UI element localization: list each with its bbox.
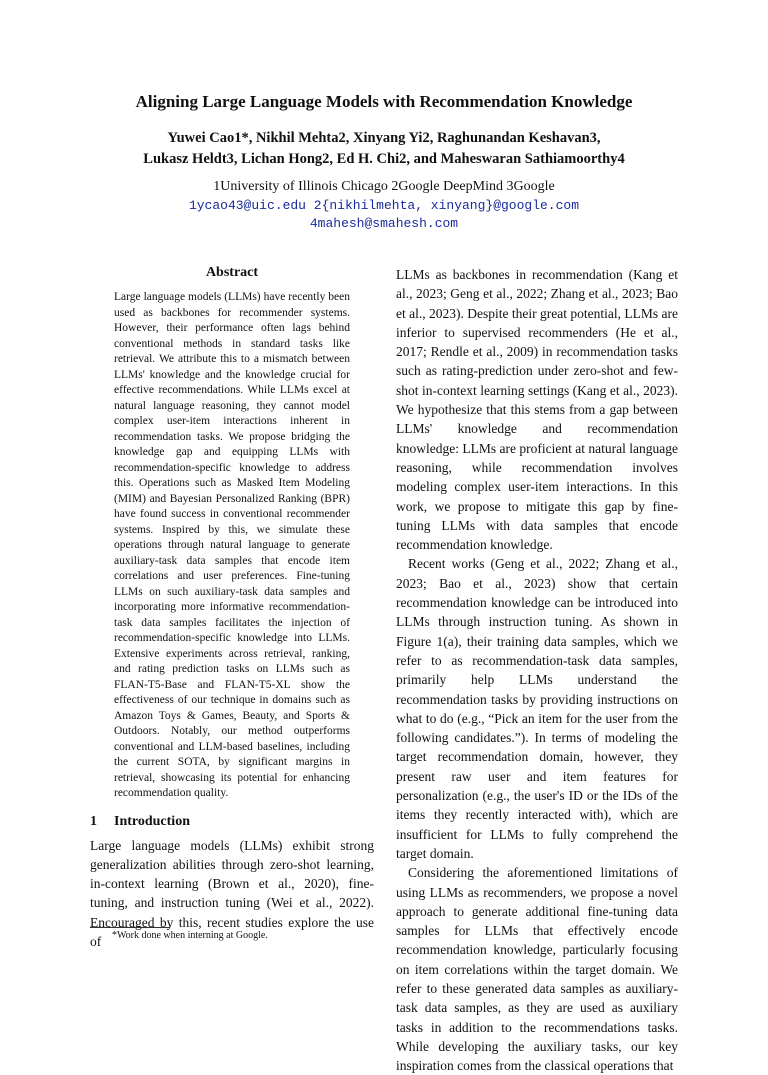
intro-paragraph-3: Recent works (Geng et al., 2022; Zhang et al., 2023; Bao et al., 2023) show that certain recommendation knowledge can be introduced into LLMs through instruction tuning. As shown in Figure 1(a), their training data samples, which we refer to as recommendation-task data samples, primarily help LLMs understand the recommendation tasks by providing instructions on what to do (e.g., “Pick an item for the user from the following candidates.”). In terms of modeling the target recommendation domain, however, they present raw user and item features for personalization (e.g., the user's ID or the IDs of the items they recently interacted with), which are insufficient for LLMs to fully comprehend the target domain. (396, 556, 678, 861)
intro-paragraph-1: Large language models (LLMs) exhibit strong generalization abilities through zero-shot learning, in-context learning (Brown et al., 2020), fine-tuning, and instruction tuning (Wei et al., 2022). Encouraged by this, recent studies explore the use of (90, 837, 374, 949)
abstract-text: Large language models (LLMs) have recently been used as backbones for recommender systems. However, their performance often lags behind conventional methods in standard tasks like retrieval. We attribute this to a mismatch between LLMs' knowledge and the knowledge crucial for effective recommendations. While LLMs excel at natural language reasoning, they cannot model complex user-item interactions inherent in recommendation tasks. We propose bridging the knowledge gap and equipping LLMs with recommendation-specific knowledge to address this. Operations such as Masked Item Modeling (MIM) and Bayesian Personalized Ranking (BPR) have found success in conventional recommender systems. Inspired by this, we simulate these operations through natural language to generate auxiliary-task data samples that encode item correlations and user preferences. Fine-tuning LLMs on such auxiliary-task data samples and incorporating more informative recommendation-task data samples facilitates the injection of recommendation-specific knowledge into LLMs. Extensive experiments across retrieval, ranking, and rating prediction tasks on LLMs such as FLAN-T5-Base and FLAN-T5-XL show the effectiveness of our technique in domains such as Amazon Toys & Games, Beauty, and Sports & Outdoors. Notably, our method outperforms conventional and LLM-based baselines, including the current SOTA, by significant margins in retrieval, showcasing its potential for enhancing recommendation quality. (114, 291, 350, 799)
authors-line-2: Lukasz Heldt3, Lichan Hong2, Ed H. Chi2, and Maheswaran Sathiamoorthy4 (143, 151, 625, 167)
section-title: Introduction (114, 813, 190, 829)
intro-paragraph-2: LLMs as backbones in recommendation (Kang et al., 2023; Geng et al., 2022; Zhang et al., 2023; Bao et al., 2023). Despite their great potential, LLMs are inferior to supervised recommenders (He et al., 2017; Rendle et al., 2009) in recommendation tasks such as rating-prediction under zero-shot and few-shot in-context learning settings (Kang et al., 2023). We hypothesize that this stems from a gap between LLMs' knowledge and recommendation knowledge: LLMs are proficient at natural language reasoning, while recommendation involves modeling complex user-item interactions. In this work, we propose to mitigate this gap by fine-tuning LLMs with data samples that encode recommendation knowledge. (396, 267, 678, 553)
footnote: *Work done when interning at Google. (112, 930, 268, 941)
emails-line-2[interactable]: 4mahesh@smahesh.com (309, 216, 459, 231)
authors-line-1: Yuwei Cao1*, Nikhil Mehta2, Xinyang Yi2, Raghunandan Keshavan3, (167, 130, 601, 146)
abstract-heading: Abstract (205, 265, 259, 280)
intro-paragraph-4: Considering the aforementioned limitations of using LLMs as recommenders, we propose a novel approach to generate additional fine-tuning data samples for LLMs that effectively encode recommendation knowledge, particularly focusing on item correlations within the target domain. We refer to these generated data samples as auxiliary-task data samples, as they are used as auxiliary tasks in addition to the recommendations tasks. While developing the auxiliary tasks, our key inspiration comes from the classical operations that (396, 865, 678, 1074)
section-number: 1 (90, 813, 97, 829)
emails-line-1[interactable]: 1ycao43@uic.edu 2{nikhilmehta, xinyang}@google.com (188, 197, 580, 213)
footnote-divider (90, 927, 170, 928)
author-list (0, 128, 768, 170)
affiliations: 1University of Illinois Chicago 2Google DeepMind 3Google (213, 179, 555, 194)
paper-title: Aligning Large Language Models with Recommendation Knowledge (135, 92, 633, 111)
left-column (90, 265, 374, 951)
affiliations-block (0, 178, 768, 234)
section-heading-introduction (90, 814, 374, 830)
right-column (396, 265, 678, 1075)
